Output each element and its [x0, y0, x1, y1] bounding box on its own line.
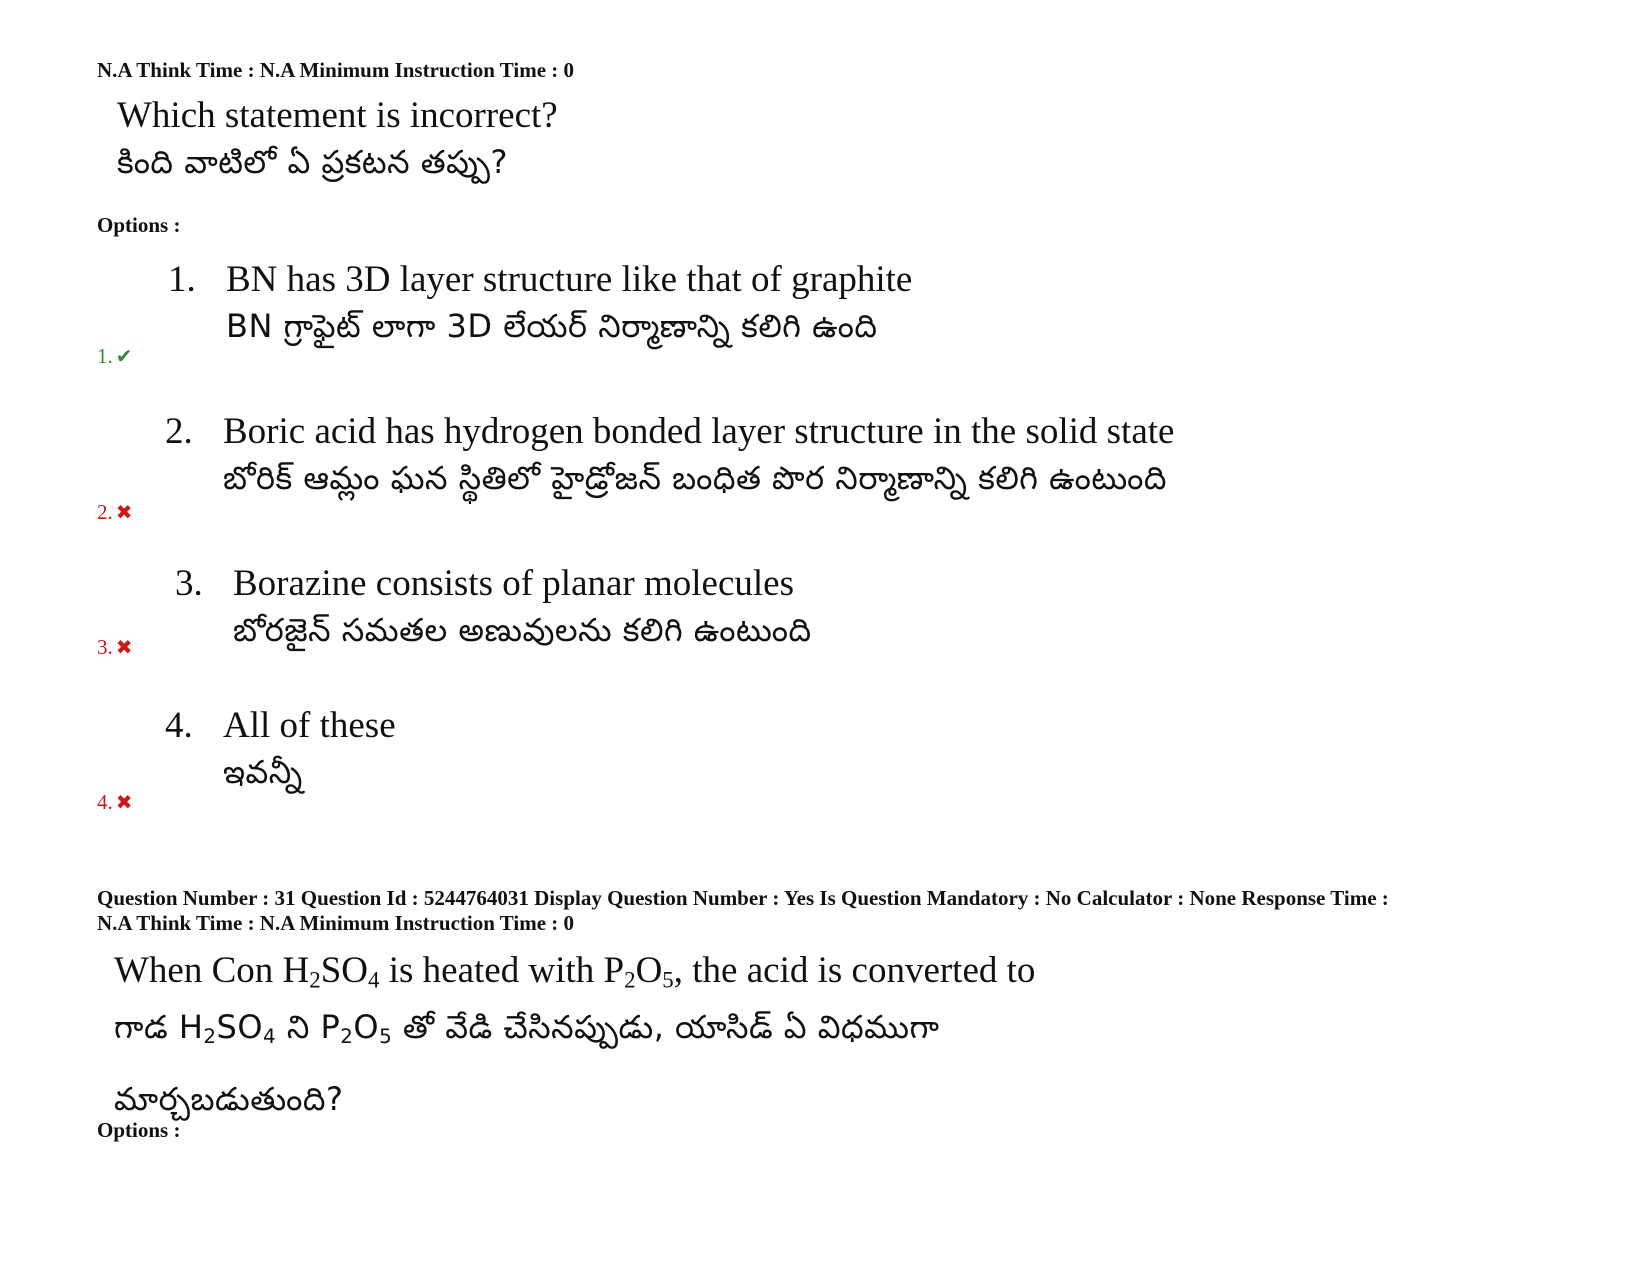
question-text-telugu: కింది వాటిలో ఏ ప్రకటన తప్పు? — [117, 143, 508, 181]
option-4-marker — [97, 790, 133, 815]
question-text — [114, 947, 1035, 1123]
option-text-telugu: ఇవన్నీ — [223, 753, 303, 791]
question-text-telugu: గాడ $H_2SO_4$ ని $P_2O_5$ తో వేడి చేసినప్పుడు, యాసిడ్ ఏ విధముగా — [114, 1007, 940, 1048]
option-4 — [165, 702, 396, 796]
option-text-telugu: బోరిక్ ఆమ్లం ఘన స్థితిలో హైడ్రోజన్ బంధిత పొర నిర్మాణాన్ని కలిగి ఉంటుంది — [223, 459, 1167, 497]
option-number: 4. — [165, 705, 193, 746]
option-text-english: BN has 3D layer structure like that of graphite — [226, 259, 913, 300]
question-text-telugu-continued: మార్చబడుతుంది? — [114, 1079, 344, 1118]
option-marker-number: 1. — [97, 344, 113, 368]
option-2-marker — [97, 500, 133, 525]
option-3-marker — [97, 635, 133, 660]
question-text-english: Which statement is incorrect? — [117, 95, 558, 136]
option-1 — [168, 256, 912, 350]
option-text-telugu: BN గ్రాఫైట్ లాగా 3D లేయర్ నిర్మాణాన్ని కలిగి ఉంది — [226, 307, 878, 345]
question-meta-line: N.A Think Time : N.A Minimum Instruction Time : 0 — [97, 911, 575, 935]
option-marker-number: 4. — [97, 790, 113, 814]
cross-icon: ✖ — [115, 790, 133, 814]
option-text-english: Boric acid has hydrogen bonded layer structure in the solid state — [223, 411, 1175, 452]
option-2 — [165, 408, 1174, 502]
option-text-english: Borazine consists of planar molecules — [233, 563, 794, 604]
check-icon: ✔ — [115, 344, 133, 368]
option-3 — [175, 560, 812, 654]
cross-icon: ✖ — [115, 635, 133, 659]
option-text-telugu: బోరజైన్ సమతల అణువులను కలిగి ఉంటుంది — [233, 611, 812, 649]
question-text — [117, 92, 558, 186]
option-number: 1. — [168, 259, 196, 300]
option-marker-number: 3. — [97, 635, 113, 659]
option-number: 3. — [175, 563, 203, 604]
option-marker-number: 2. — [97, 500, 113, 524]
cross-icon: ✖ — [115, 500, 133, 524]
options-label: Options : — [97, 213, 181, 237]
question-text-english: When Con $H_2SO_4$ is heated with $P_2O_5$, the acid is converted to — [114, 950, 1036, 993]
option-1-marker — [97, 344, 133, 369]
question-meta-line: Question Number : 31 Question Id : 5244764031 Display Question Number : Yes Is Question Mandatory : No Calculator : None Response Time : — [97, 886, 1389, 910]
option-text-english: All of these — [223, 705, 396, 746]
question-meta-line: N.A Think Time : N.A Minimum Instruction Time : 0 — [97, 58, 575, 82]
option-number: 2. — [165, 411, 193, 452]
options-label: Options : — [97, 1118, 181, 1142]
